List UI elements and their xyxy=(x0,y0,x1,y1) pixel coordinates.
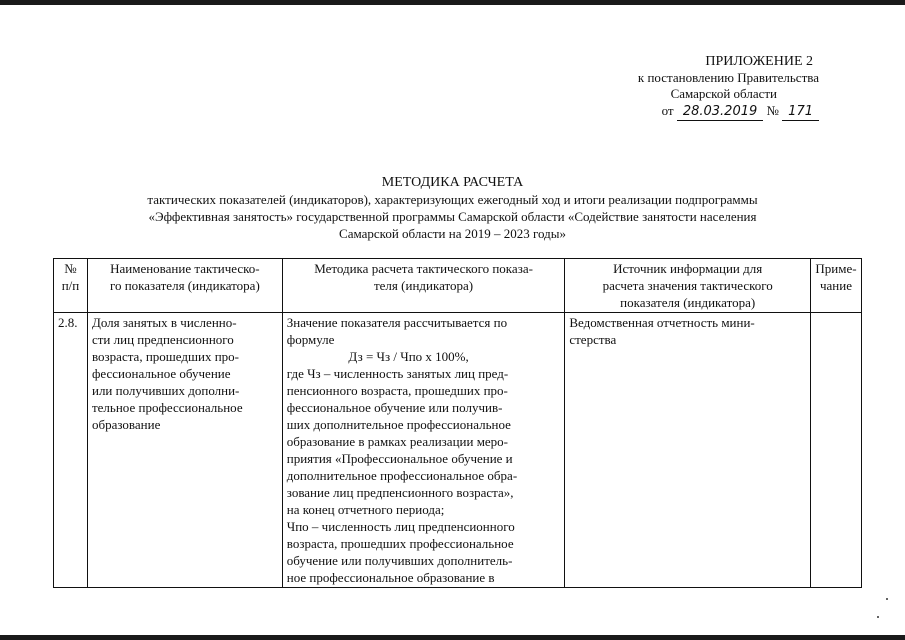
title-line-1: тактических показателей (индикаторов), характеризующих ежегодный ход и итоги реализации подпрограммы xyxy=(147,192,758,207)
cell-name: Доля занятых в численно- сти лиц предпенсионного возраста, прошедших про- фессиональное обучение или получивших дополни- тельное профессиональное образование xyxy=(87,313,282,588)
title-line-2: «Эффективная занятость» государственной программы Самарской области «Содействие занятости населения xyxy=(148,209,757,224)
appendix-block xyxy=(638,54,819,121)
header-source: Источник информации для расчета значения тактического показателя (индикатора) xyxy=(565,259,811,313)
cell-num: 2.8. xyxy=(54,313,88,588)
header-method: Методика расчета тактического показа- теля (индикатора) xyxy=(282,259,565,313)
appendix-line-2: Самарской области xyxy=(670,86,777,101)
header-num: № п/п xyxy=(54,259,88,313)
handwritten-number: 171 xyxy=(782,104,819,121)
scan-speck xyxy=(886,598,888,600)
number-prefix: № xyxy=(766,103,779,118)
title-heading: МЕТОДИКА РАСЧЕТА xyxy=(381,175,524,190)
header-note: Приме- чание xyxy=(810,259,861,313)
appendix-title: ПРИЛОЖЕНИЕ 2 xyxy=(705,54,813,69)
scan-speck xyxy=(877,616,879,618)
document-title xyxy=(0,174,905,242)
date-prefix: от xyxy=(661,103,674,118)
table-header-row xyxy=(54,259,862,313)
title-line-3: Самарской области на 2019 – 2023 годы» xyxy=(339,226,566,241)
cell-source: Ведомственная отчетность мини- стерства xyxy=(565,313,811,588)
method-table xyxy=(53,258,862,588)
cell-note xyxy=(810,313,861,588)
appendix-date-row xyxy=(638,103,819,121)
appendix-line-1: к постановлению Правительства xyxy=(637,70,819,85)
handwritten-date: 28.03.2019 xyxy=(677,104,763,121)
cell-method: Значение показателя рассчитывается по формуле Дз = Чз / Чпо х 100%, где Чз – численность занятых лиц пред- пенсионного возраста, прошедших про- фессиональное обучение или получив- ших дополнительное профессиональное образование в рамках реализации меро- приятия «Профессиональное обучение и дополнительное профессиональное обра- зование лиц предпенсионного возраста», на конец отчетного периода; Чпо – численность лиц предпенсионного возраста, прошедших профессиональное обучение или получивших дополнитель- ное профессиональное образование в xyxy=(282,313,565,588)
table-row xyxy=(54,313,862,588)
scan-top-edge xyxy=(0,0,905,5)
formula: Дз = Чз / Чпо х 100%, xyxy=(348,349,469,364)
header-name: Наименование тактическо- го показателя (индикатора) xyxy=(87,259,282,313)
scan-bottom-edge xyxy=(0,635,905,640)
